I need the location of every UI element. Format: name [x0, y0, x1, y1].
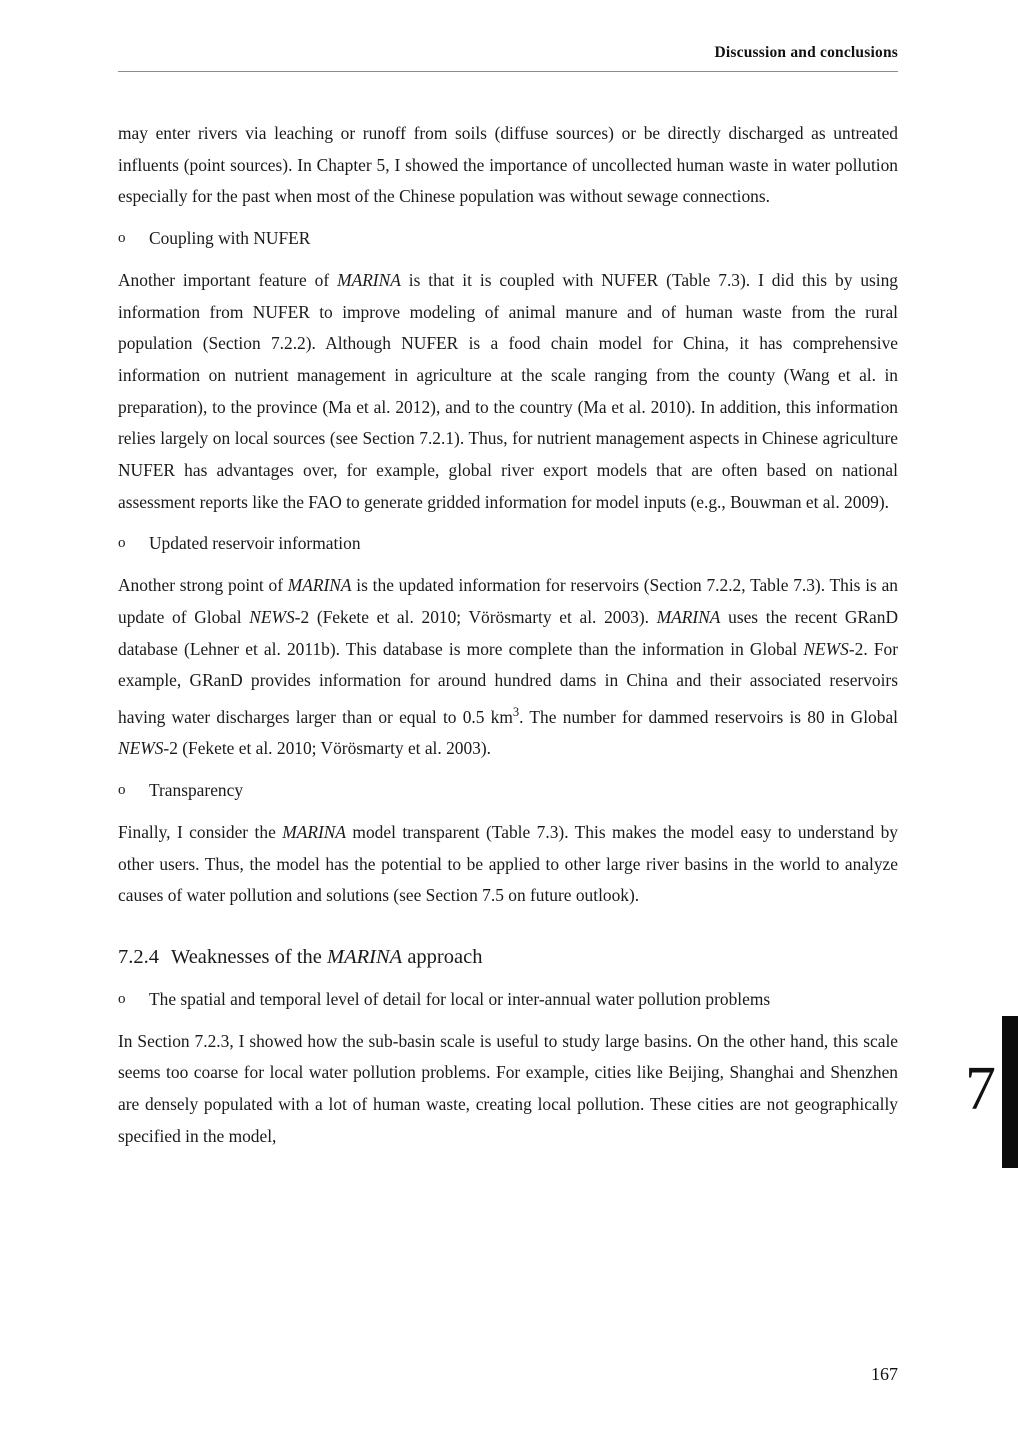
list-item-coupling-nufer	[118, 223, 898, 255]
paragraph-text-g: -2 (Fekete et al. 2010; Vörösmarty et al. 2003).	[163, 738, 492, 759]
chapter-tab-marker	[1002, 1016, 1018, 1168]
paragraph-reservoirs	[118, 570, 898, 765]
italic-marina: MARINA	[282, 821, 346, 842]
list-item-transparency	[118, 775, 898, 807]
list-item-label: Updated reservoir information	[149, 533, 361, 554]
paragraph-text-f: . The number for dammed reservoirs is 80 in Global	[519, 706, 898, 727]
list-marker-icon: o	[118, 782, 126, 799]
section-heading	[118, 942, 898, 972]
paragraph-text-c: -2 (Fekete et al. 2010; Vörösmarty et al. 2003).	[294, 606, 657, 627]
paragraph-text-b: is the updated information for reservoirs (Section 7.2.2, Table 7.3). This is an update of Global	[118, 575, 898, 627]
list-marker-icon: o	[118, 230, 126, 247]
list-item-spatial-temporal-detail	[118, 984, 898, 1016]
paragraph-continued	[118, 118, 898, 213]
paragraph-text: may enter rivers via leaching or runoff from soils (diffuse sources) or be directly discharged as untreated influents (point sources). In Chapter 5, I showed the importance of uncollected human waste in water pollution especially for the past when most of the Chinese population was without sewage connections.	[118, 123, 898, 207]
paragraph-text-b: is that it is coupled with NUFER (Table 7.3). I did this by using information from NUFER to improve modeling of animal manure and of human waste from the rural population (Section 7.2.2). Although NUFER is a food chain model for China, it has comprehensive information on nutrient management in agriculture at the scale ranging from the county (Wang et al. in preparation), to the province (Ma et al. 2012), and to the country (Ma et al. 2010). In addition, this information relies largely on local sources (see Section 7.2.1). Thus, for nutrient management aspects in Chinese agriculture NUFER has advantages over, for example, global river export models that are often based on national assessment reports like the FAO to generate gridded information for model inputs (e.g., Bouwman et al. 2009).	[118, 269, 899, 512]
italic-marina: MARINA	[337, 269, 401, 290]
italic-news-3: NEWS	[118, 738, 164, 759]
list-marker-icon: o	[118, 990, 126, 1007]
paragraph-transparency	[118, 817, 898, 912]
paragraph-text: In Section 7.2.3, I showed how the sub-basin scale is useful to study large basins. On the other hand, this scale seems too coarse for local water pollution problems. For example, cities like Beijing, Shanghai and Shenzhen are densely populated with a lot of human waste, creating local pollution. These cities are not geographically specified in the model,	[118, 1030, 898, 1146]
running-header: Discussion and conclusions	[714, 44, 898, 61]
paragraph-text-a: Another strong point of	[118, 575, 288, 596]
italic-news: NEWS	[249, 606, 295, 627]
paragraph-text-a: Another important feature of	[118, 269, 338, 290]
italic-marina-2: MARINA	[656, 606, 721, 627]
paragraph-text-b: model transparent (Table 7.3). This makes the model easy to understand by other users. Thus, the model has the potential to be applied to other large river basins in the world to analyze causes of water pollution and solutions (see Section 7.5 on future outlook).	[118, 821, 898, 906]
list-marker-icon: o	[118, 535, 126, 552]
list-item-updated-reservoir	[118, 528, 898, 560]
paragraph-text-a: Finally, I consider the	[118, 821, 283, 842]
superscript-cubic: 3	[512, 704, 520, 719]
paragraph-text-e: -2. For example, GRanD provides information for around hundred dams in China and their associated reservoirs having water discharges larger than or equal to 0.5 km	[118, 638, 898, 727]
paragraph-text-d: uses the recent GRanD database (Lehner et al. 2011b). This database is more complete than the information in Global	[118, 606, 898, 659]
page-number: 167	[871, 1364, 898, 1384]
paragraph-subbasin-scale	[118, 1026, 898, 1153]
page-body	[118, 118, 898, 1161]
header-divider	[118, 71, 898, 72]
chapter-number: 7	[965, 1055, 996, 1123]
italic-marina: MARINA	[327, 945, 403, 968]
section-title-a: Weaknesses of the	[171, 945, 328, 968]
list-item-label: Coupling with NUFER	[149, 228, 311, 249]
list-item-label: Transparency	[149, 780, 244, 801]
section-number: 7.2.4	[118, 945, 159, 968]
italic-news-2: NEWS	[803, 638, 849, 659]
section-title-b: approach	[402, 945, 483, 968]
paragraph-nufer	[118, 265, 898, 519]
italic-marina: MARINA	[287, 575, 352, 596]
list-item-label: The spatial and temporal level of detail for local or inter-annual water pollution problems	[149, 988, 771, 1009]
